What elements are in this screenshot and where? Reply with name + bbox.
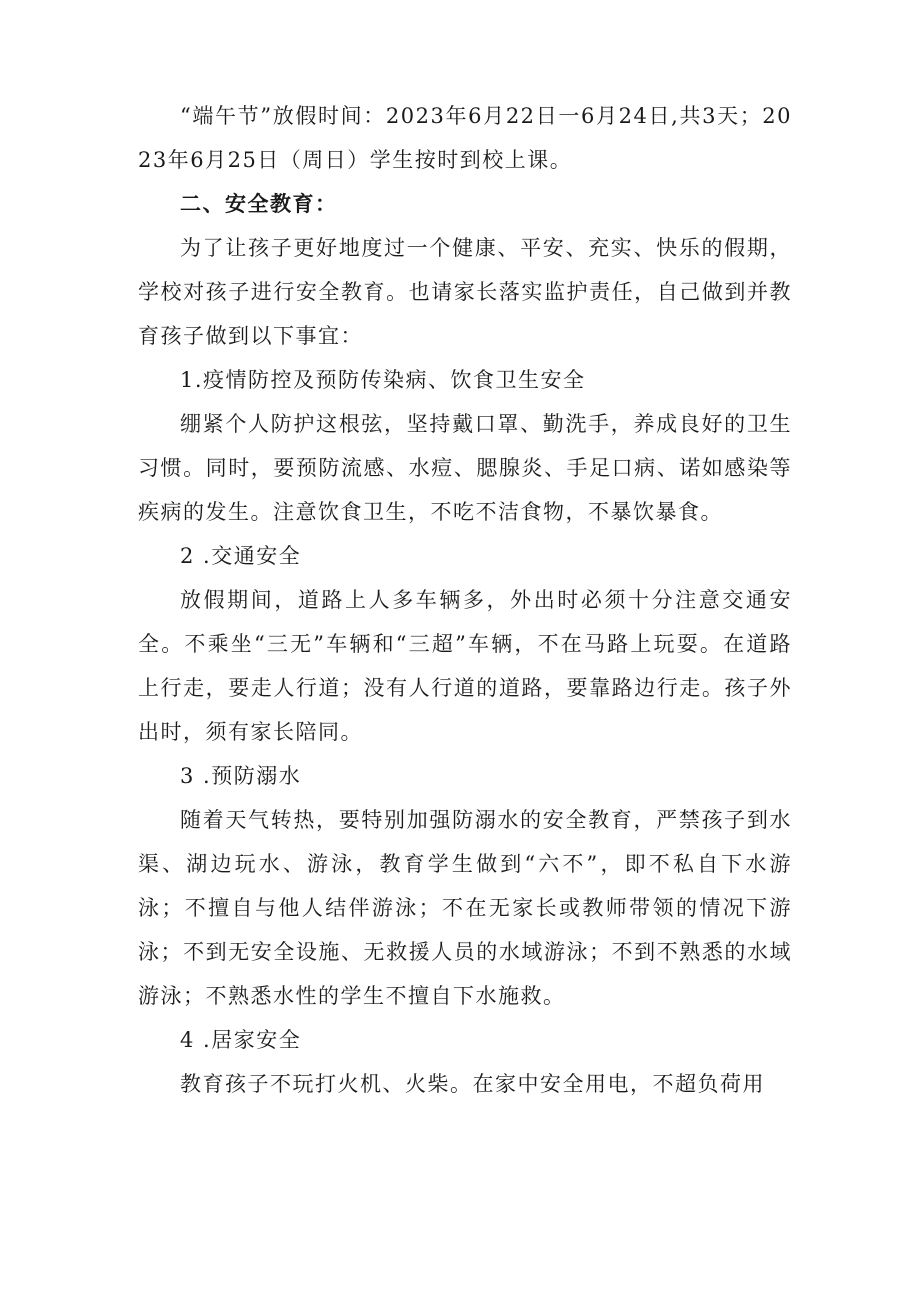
item-heading-home-safety: 4 .居家安全 [180,1028,302,1052]
paragraph-drowning-prevention: 随着天气转热，要特别加强防溺水的安全教育，严禁孩子到水渠、湖边玩水、游泳，教育学生做到“六不”，即不私自下水游泳；不擅自与他人结伴游泳；不在无家长或教师带领的情况下游泳；不到无安全设施、无救援人员的水域游泳；不到不熟悉的水域游泳；不熟悉水性的学生不擅自下水施救。 [138,808,792,1008]
paragraph-home-safety: 教育孩子不玩打火机、火柴。在家中安全用电，不超负荷用 [180,1072,765,1096]
paragraph-epidemic-prevention: 绷紧个人防护这根弦，坚持戴口罩、勤洗手，养成良好的卫生习惯。同时，要预防流感、水痘、腮腺炎、手足口病、诺如感染等疾病的发生。注意饮食卫生，不吃不洁食物，不暴饮暴食。 [138,412,792,524]
paragraph-holiday-time: “端午节”放假时间：2023年6月22日一6月24日,共3天；2023年6月25日（周日）学生按时到校上课。 [138,104,792,172]
paragraph-traffic-safety: 放假期间，道路上人多车辆多，外出时必须十分注意交通安全。不乘坐“三无”车辆和“三超”车辆，不在马路上玩耍。在道路上行走，要走人行道；没有人行道的道路，要靠路边行走。孩子外出时，须有家长陪同。 [138,588,792,744]
item-heading-epidemic-prevention: 1.疫情防控及预防传染病、饮食卫生安全 [180,368,586,392]
item-heading-traffic-safety: 2 .交通安全 [180,544,302,568]
paragraph-safety-intro: 为了让孩子更好地度过一个健康、平安、充实、快乐的假期，学校对孩子进行安全教育。也请家长落实监护责任，自己做到并教育孩子做到以下事宜： [138,236,792,348]
section-heading-safety-education: 二、安全教育： [180,191,338,216]
item-heading-drowning-prevention: 3 .预防溺水 [180,764,302,788]
document-page [138,94,792,1106]
